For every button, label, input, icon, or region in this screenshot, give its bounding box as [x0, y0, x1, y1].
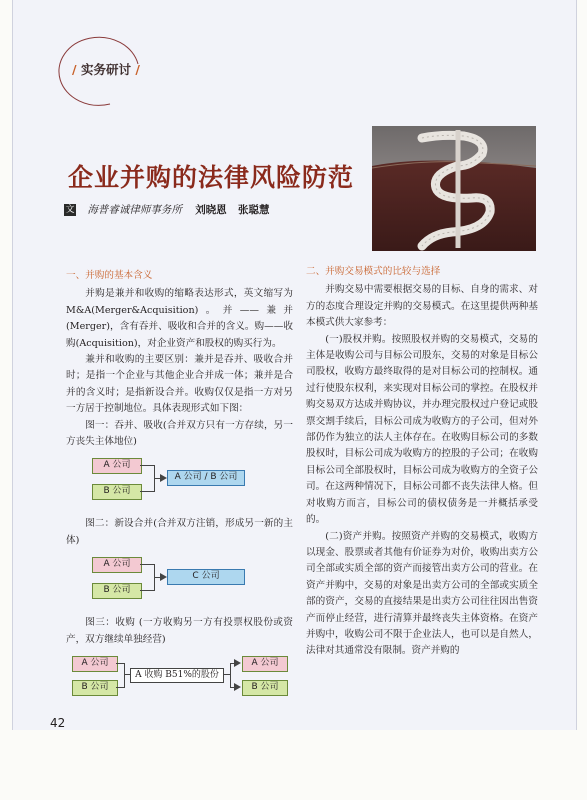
box-a-company-result: A 公司 — [242, 656, 288, 672]
figure-caption-2: 图二：新设合并(合并双方注销，形成另一新的主体) — [66, 518, 293, 546]
figure-2-diagram — [66, 555, 293, 609]
byline-author-1: 刘晓恩 — [195, 204, 227, 216]
figure-caption-3: 图三：收购 (一方收购另一方有投票权股份或资产，双方继续单独经营) — [66, 617, 293, 645]
page-number: 42 — [50, 716, 66, 730]
box-a-company: A 公司 — [92, 557, 142, 573]
box-b-company-result: B 公司 — [242, 680, 288, 696]
box-b-company: B 公司 — [72, 680, 118, 696]
dollar-road-photo — [372, 126, 536, 251]
byline-author-2: 张聪慧 — [238, 204, 270, 216]
figure-1-diagram — [66, 456, 293, 510]
paragraph: (一)股权并购。按照股权并购的交易模式，交易的主体是收购公司与目标公司股东，交易的对象是目标公司股权，收购方最终取得的是对目标公司的控制权。通过行使股东权利，来实现对目标公司的掌控。在股权并购交易双方达成并购协议，并办理完股权过户登记或股票交割手续后，目标公司成为收购方的子公司，但对外部仍作为独立的法人主体存在。在收购目标公司的多数股权时，目标公司成为收购方的控股的子公司；在收购目标公司全部股权时，目标公司成为收购方的全资子公司。在这两种情况下，目标公司都不丧失法律人格。但对收购方而言，目标公司的债权债务是一并概括承受的。 — [306, 333, 538, 526]
paragraph: (二)资产并购。按照资产并购的交易模式，收购方以现金、股票或者其他有价证券为对价，收购出卖方公司全部或实质全部的资产而接管出卖方公司的营业。在资产并购中，交易的对象是出卖方公司的全部或实质全部的资产，交易的直接结果是出卖方公司往往因出售资产而停止经营，进行清算并最终丧失主体资格。在资产并购中，收购公司不限于企业法人，也可以是自然人，法律对其通常没有限制。资产并购的 — [306, 530, 538, 657]
box-b-company: B 公司 — [92, 484, 142, 500]
section-heading-2: 二、并购交易模式的比较与选择 — [306, 266, 441, 277]
section-tag: / 实务研讨 / — [72, 62, 140, 77]
paragraph: 并购交易中需要根据交易的目标、自身的需求、对方的态度合理设定并购的交易模式。在这里提供两种基本模式供大家参考： — [306, 284, 538, 329]
wen-icon: 文 — [65, 205, 75, 215]
right-column — [306, 264, 538, 660]
left-column — [66, 268, 293, 714]
paragraph: 兼并和收购的主要区别：兼并是吞并、吸收合并时；是指一个企业与其他企业合并成一体；兼并是合并的含义时；是指新设合并。收购仅仅是指一方对另一方居于控制地位。具体表现形式如下图： — [66, 354, 293, 415]
byline — [64, 202, 278, 217]
box-b-company: B 公司 — [92, 583, 142, 599]
article-title: 企业并购的法律风险防范 — [68, 163, 355, 192]
arrow-label-acquire: A 收购 B51%的股份 — [130, 668, 224, 683]
box-a-company: A 公司 — [92, 458, 142, 474]
section-heading-1: 一、并购的基本含义 — [66, 270, 153, 281]
box-c-company: C 公司 — [167, 569, 245, 585]
box-merged-result: A 公司 / B 公司 — [167, 470, 245, 486]
byline-org: 海普睿诚律师事务所 — [87, 204, 182, 216]
box-a-company: A 公司 — [72, 656, 118, 672]
figure-caption-1: 图一：吞并、吸收(合并双方只有一方存续，另一方丧失主体地位) — [66, 419, 293, 448]
figure-3-diagram — [66, 654, 293, 708]
paragraph: 并购是兼并和收购的缩略表达形式，英文缩写为M&A(Merger&Acquisition)。并——兼并(Merger)，含有吞并、吸收和合并的含义。购——收购(Acquisition)，对企业资产和股权的购买行为。 — [66, 288, 293, 349]
